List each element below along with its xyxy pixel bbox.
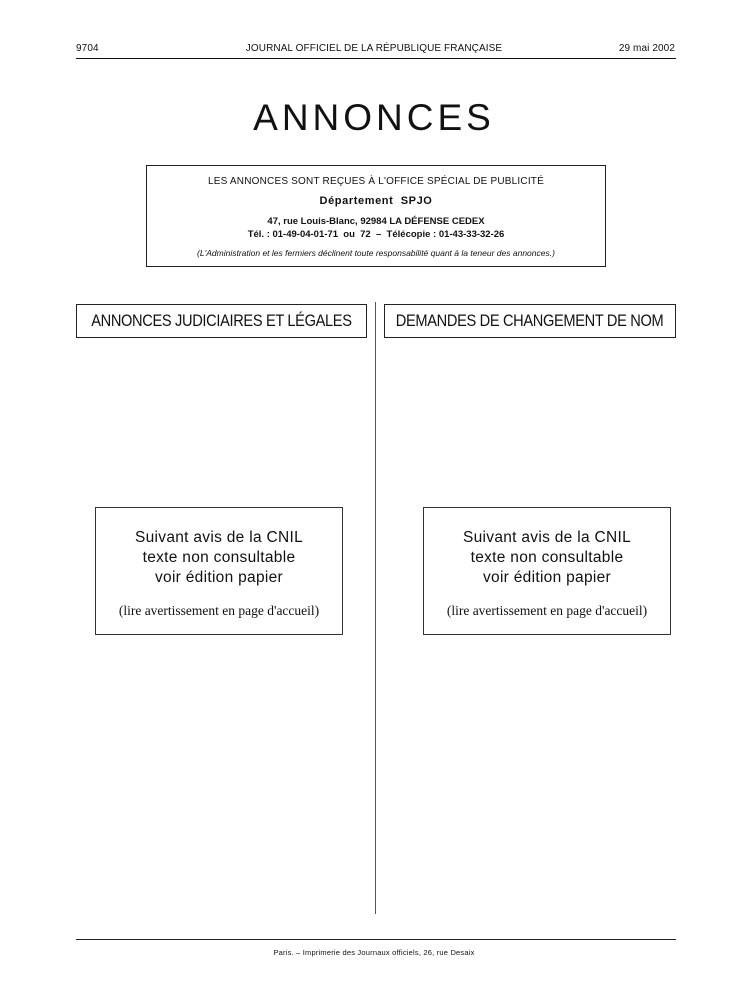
page-title: ANNONCES [253, 97, 495, 138]
section-heading-changement-nom [384, 304, 676, 338]
info-address: 47, rue Louis-Blanc, 92984 LA DÉFENSE CEDEX [267, 216, 485, 227]
page-number: 9704 [76, 43, 99, 54]
cnil-notice-left [95, 507, 343, 635]
column-divider [375, 302, 376, 914]
section-heading-label: ANNONCES JUDICIAIRES ET LÉGALES [91, 311, 352, 330]
info-department: Département SPJO [319, 195, 433, 207]
cnil-notice-line: texte non consultable [470, 549, 624, 566]
info-disclaimer: (L'Administration et les fermiers déclinent toute responsabilité quant à la teneur des annonces.) [197, 248, 555, 258]
cnil-notice-line: Suivant avis de la CNIL [134, 529, 303, 546]
cnil-notice-warning: (lire avertissement en page d'accueil) [118, 603, 320, 618]
cnil-notice-right [423, 507, 671, 635]
section-heading-judiciaires [76, 304, 367, 338]
info-telephone: Tél. : 01-49-04-01-71 ou 72 – Télécopie : 01-43-33-32-26 [247, 229, 505, 240]
section-heading-label: DEMANDES DE CHANGEMENT DE NOM [396, 311, 664, 330]
journal-title: JOURNAL OFFICIEL DE LA RÉPUBLIQUE FRANÇAISE [245, 43, 503, 54]
cnil-notice-warning: (lire avertissement en page d'accueil) [446, 603, 648, 618]
publication-date: 29 mai 2002 [618, 43, 675, 54]
footer-divider [76, 939, 676, 940]
footer-imprint: Paris. – Imprimerie des Journaux officiels, 26, rue Desaix [273, 948, 475, 957]
cnil-notice-line: texte non consultable [142, 549, 296, 566]
info-intro: LES ANNONCES SONT REÇUES À L'OFFICE SPÉCIAL DE PUBLICITÉ [208, 176, 544, 187]
cnil-notice-line: voir édition papier [482, 569, 612, 586]
header-divider [76, 58, 676, 59]
publicity-info-box [146, 165, 606, 267]
cnil-notice-line: voir édition papier [154, 569, 284, 586]
cnil-notice-line: Suivant avis de la CNIL [462, 529, 631, 546]
